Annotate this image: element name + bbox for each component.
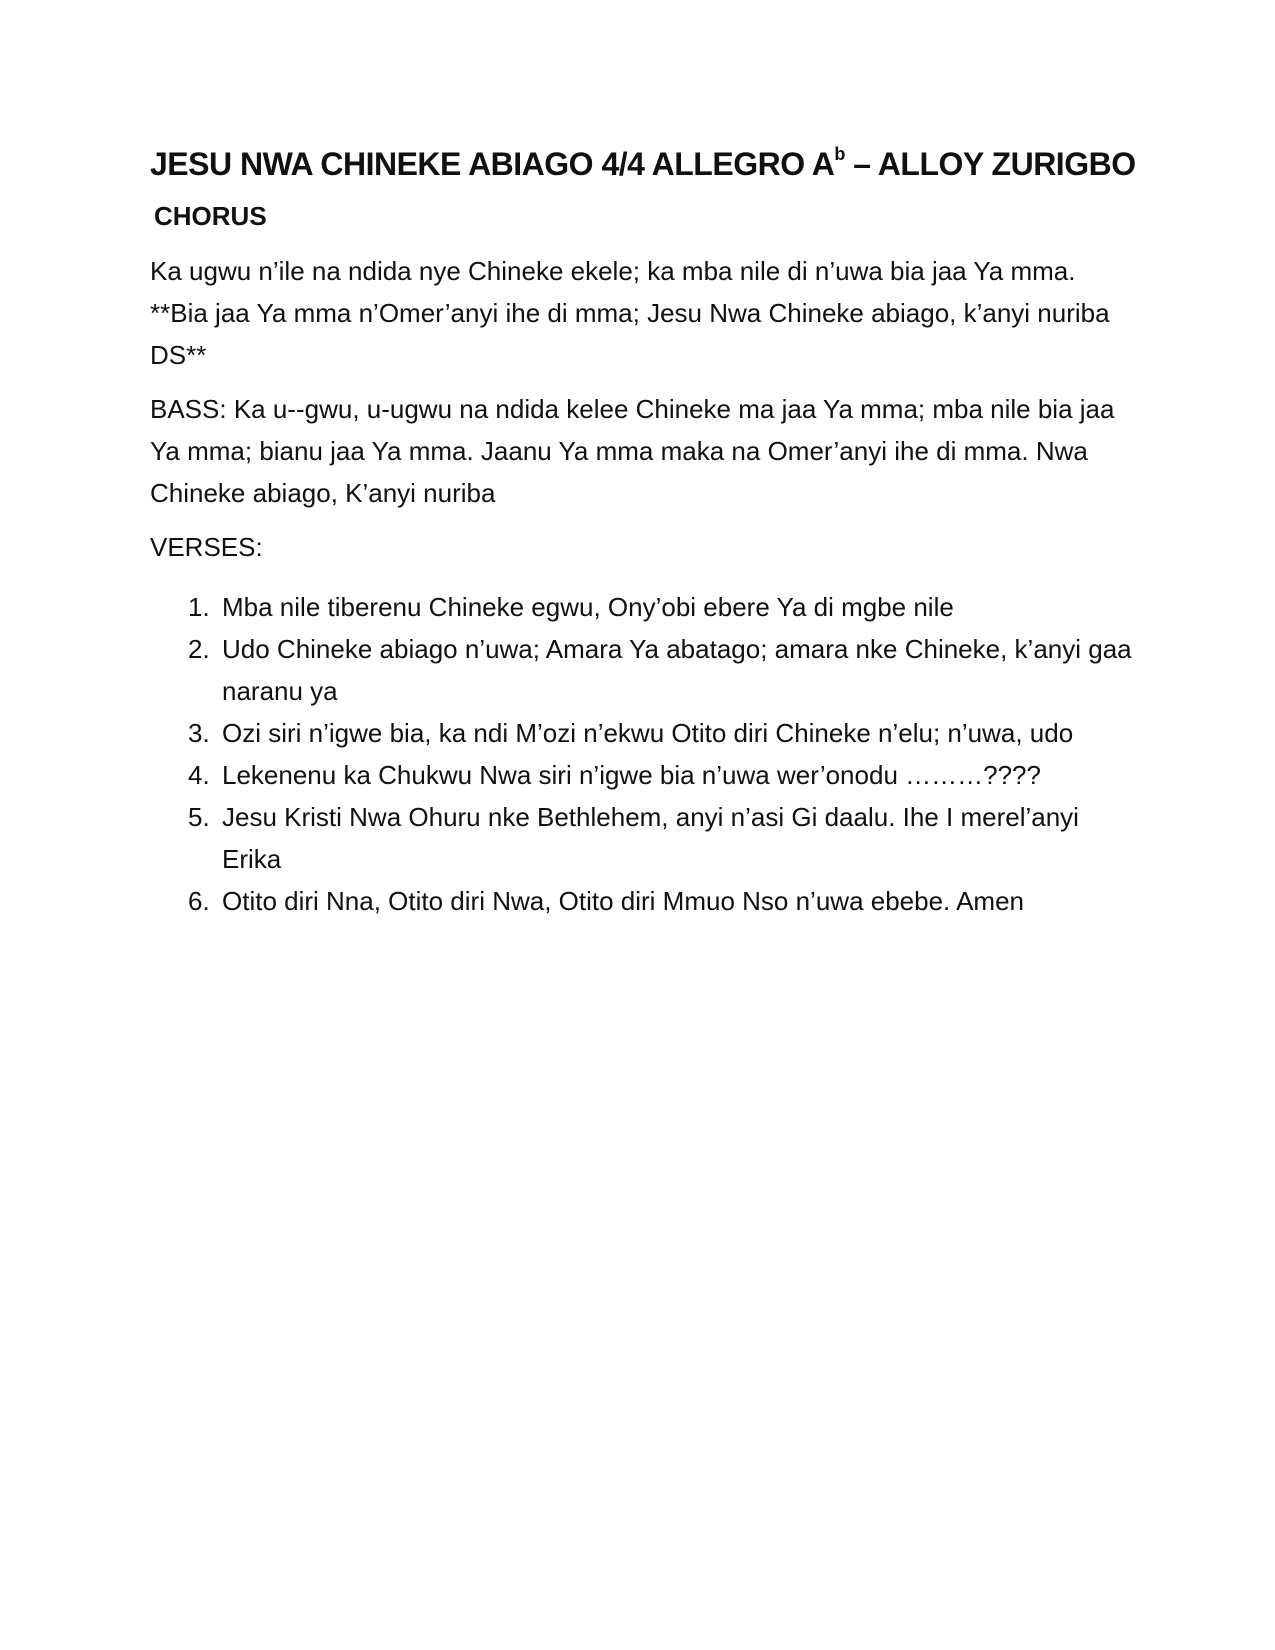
verse-item [150,712,1140,754]
verse-text: Otito diri Nna, Otito diri Nwa, Otito diri Mmuo Nso n’uwa ebebe. Amen [222,886,1024,916]
verse-number: 6. [188,886,210,916]
verse-text: Lekenenu ka Chukwu Nwa siri n’igwe bia n’uwa wer’onodu ………???? [222,760,1041,790]
verse-item [150,754,1140,796]
song-title [150,140,1150,188]
verses-list [150,586,1140,922]
verse-text: Ozi siri n’igwe bia, ka ndi M’ozi n’ekwu Otito diri Chineke n’elu; n’uwa, udo [222,718,1074,748]
verses-label: VERSES: [150,532,263,562]
verse-item [150,628,1140,712]
document-page [150,140,1150,922]
verse-text: Jesu Kristi Nwa Ohuru nke Bethlehem, anyi n’asi Gi daalu. Ihe I merel’anyi Erika [222,802,1079,874]
key-flat-superscript: b [834,144,845,165]
bass-text: BASS: Ka u--gwu, u-ugwu na ndida kelee Chineke ma jaa Ya mma; mba nile bia jaa Ya mma; bianu jaa Ya mma. Jaanu Ya mma maka na Omer’anyi ihe di mma. Nwa Chineke abiago, K’anyi nuriba [150,394,1115,508]
verse-number: 4. [188,760,210,790]
verse-item [150,586,1140,628]
chorus-text: Ka ugwu n’ile na ndida nye Chineke ekele; ka mba nile di n’uwa bia jaa Ya mma. **Bia jaa Ya mma n’Omer’anyi ihe di mma; Jesu Nwa Chineke abiago, k’anyi nuriba DS** [150,256,1110,370]
chorus-heading: CHORUS [154,201,267,231]
verse-item [150,796,1140,880]
song-title-main: JESU NWA CHINEKE ABIAGO 4/4 ALLEGRO A [150,146,835,182]
verse-number: 1. [188,592,210,622]
verse-text: Udo Chineke abiago n’uwa; Amara Ya abatago; amara nke Chineke, k’anyi gaa naranu ya [222,634,1132,706]
verse-number: 3. [188,718,210,748]
verse-number: 5. [188,802,210,832]
verse-text: Mba nile tiberenu Chineke egwu, Ony’obi ebere Ya di mgbe nile [222,592,954,622]
verse-item [150,880,1140,922]
song-title-composer: – ALLOY ZURIGBO [844,146,1136,182]
verse-number: 2. [188,634,210,664]
